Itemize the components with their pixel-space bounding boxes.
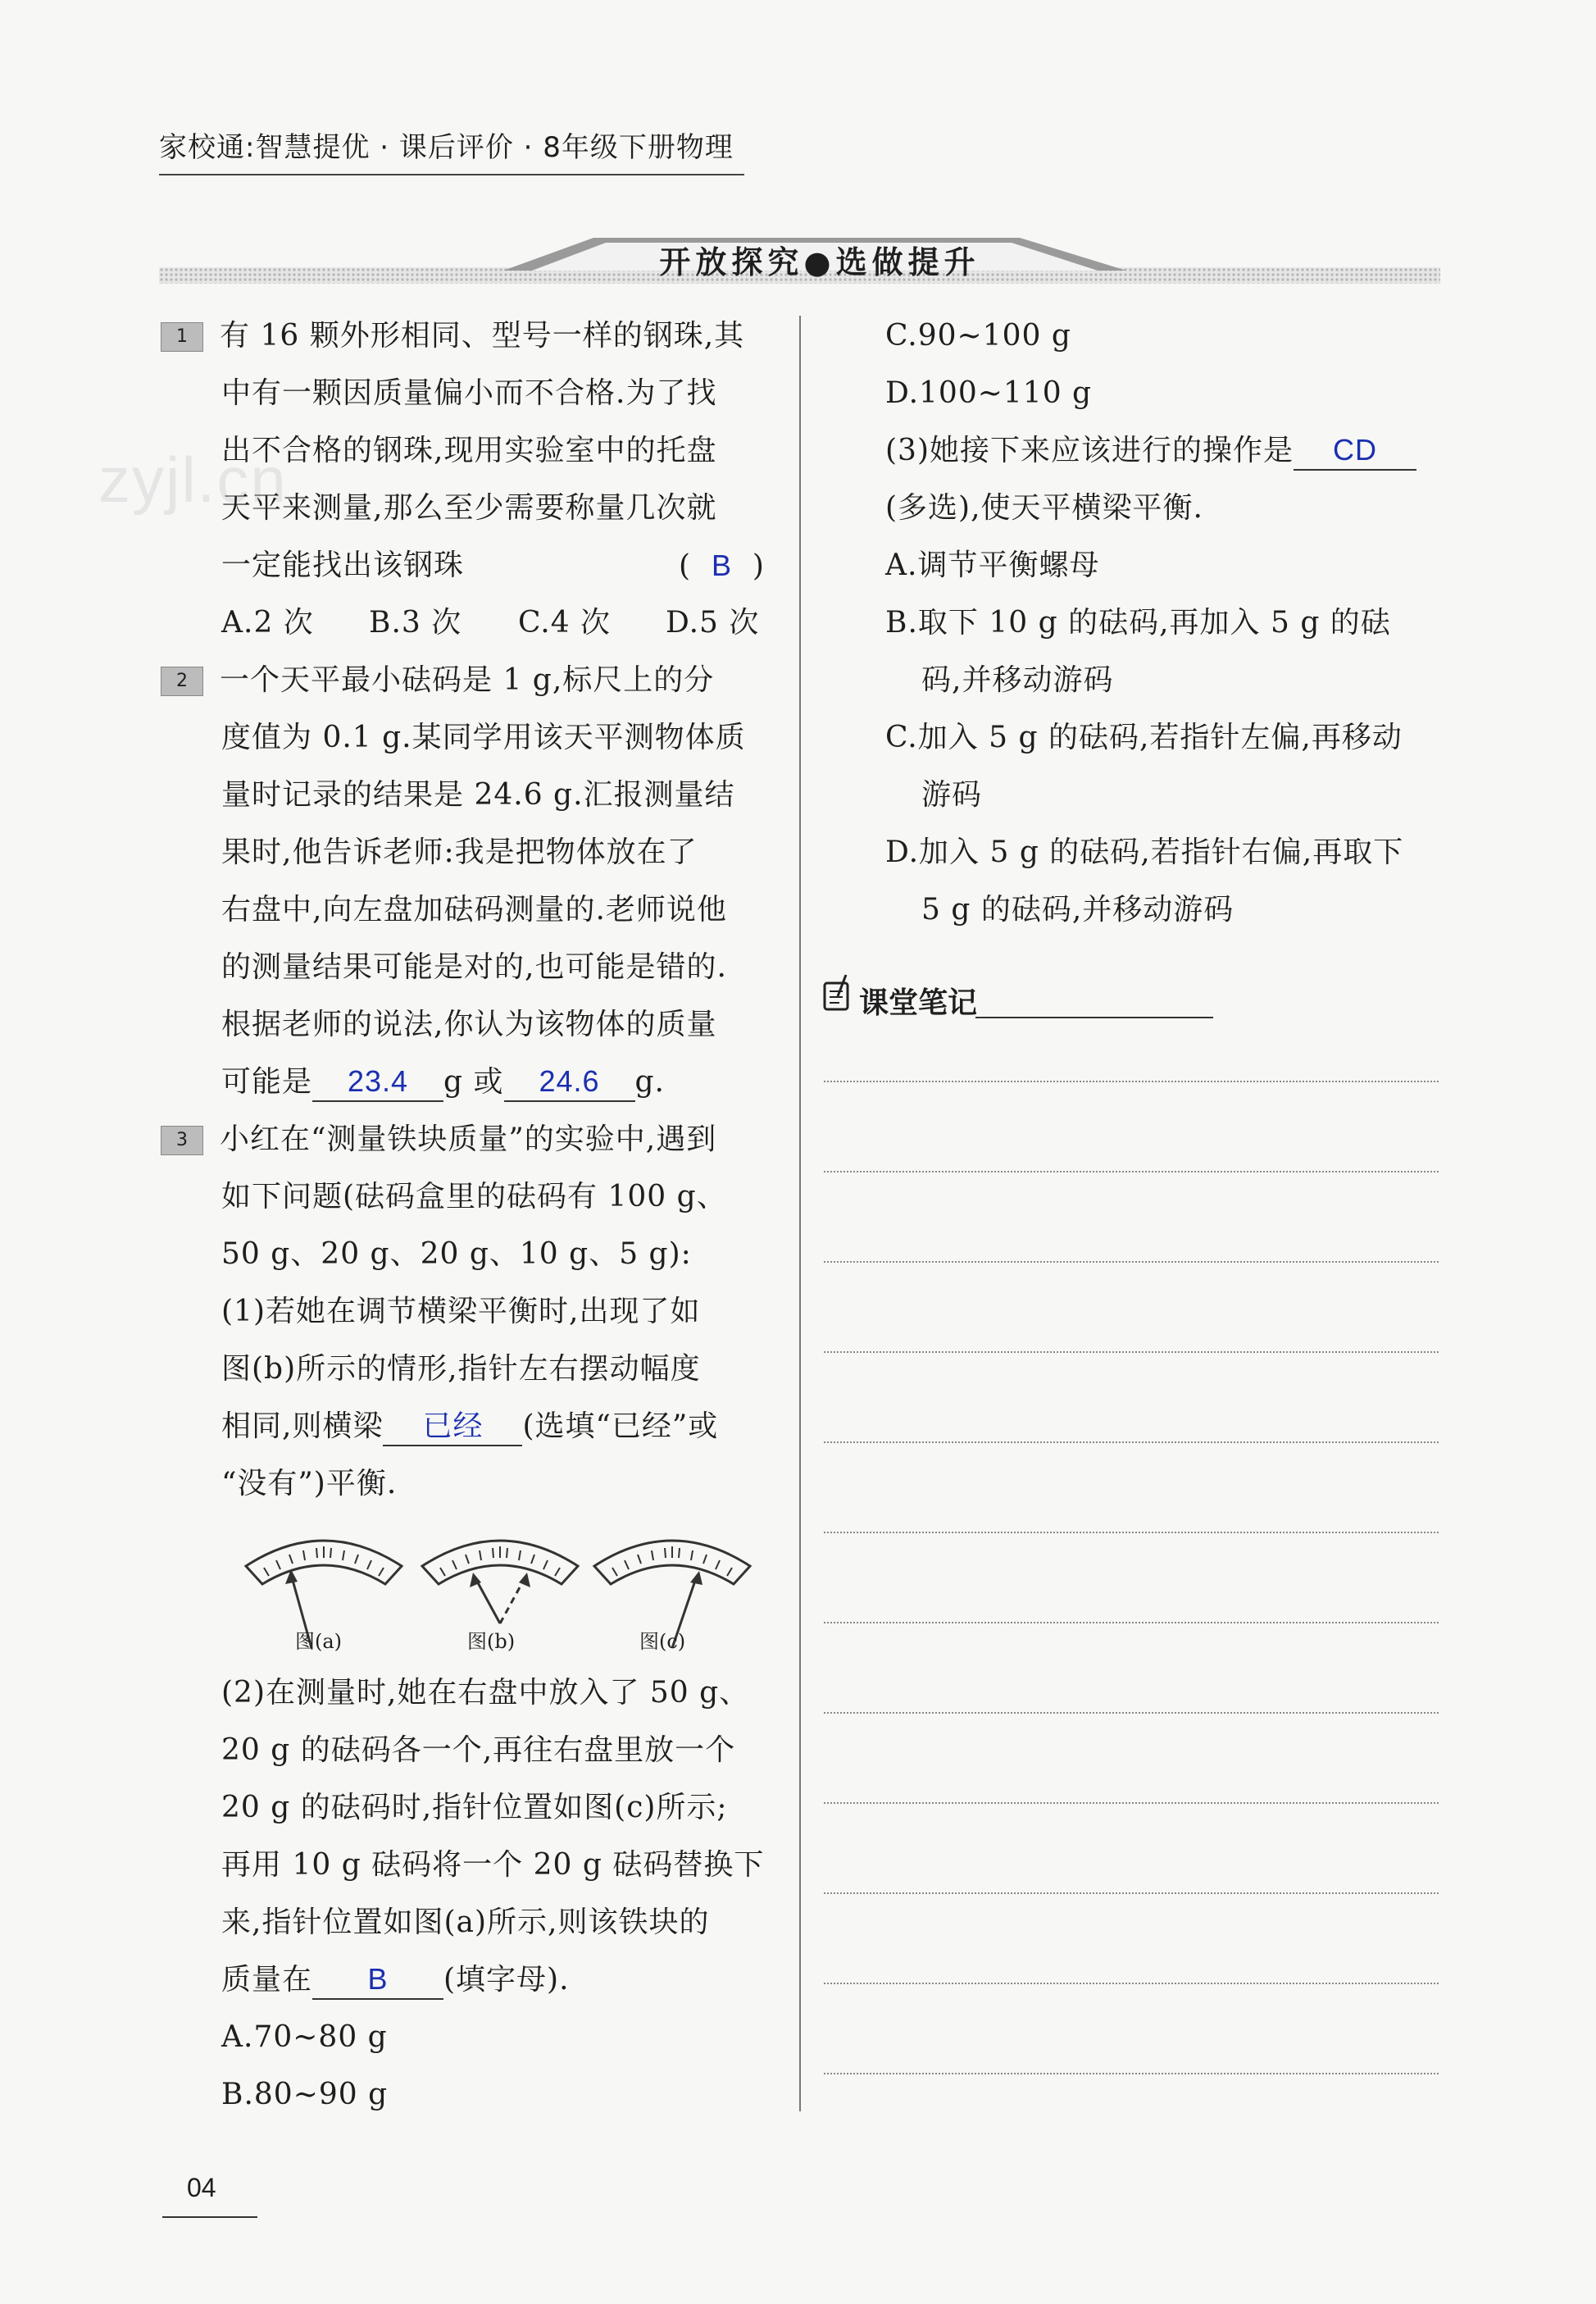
q2-middle: g 或	[443, 1065, 504, 1099]
note-line	[824, 1171, 1439, 1172]
q2-line-7: 根据老师的说法,你认为该物体的质量	[221, 1008, 717, 1041]
q3-line-2: 如下问题(砝码盒里的砝码有 100 g、	[221, 1180, 727, 1213]
q3-p2-prefix: 质量在	[221, 1963, 313, 1997]
note-line	[824, 1441, 1439, 1443]
q3-answer-2: B	[367, 1962, 389, 1996]
note-line	[824, 1622, 1439, 1623]
q1-option-b: B.3 次	[369, 606, 462, 640]
figure-b-caption: 图(b)	[467, 1630, 516, 1653]
note-line	[824, 1712, 1439, 1714]
q1-option-c: C.4 次	[518, 606, 612, 640]
note-line	[824, 1983, 1439, 1984]
page-number: 04	[187, 2173, 216, 2202]
banner-title: 开放探究●选做提升	[659, 244, 980, 280]
q1-line-5: 一定能找出该钢珠	[221, 549, 465, 582]
question-number-2: 2	[161, 667, 203, 696]
notes-title: 课堂笔记	[859, 986, 978, 1020]
q3-p3-prefix: (3)她接下来应该进行的操作是	[885, 434, 1294, 467]
q3-p2-line-4: 再用 10 g 砝码将一个 20 g 砝码替换下	[221, 1848, 765, 1882]
q2-line-5: 右盘中,向左盘加砝码测量的.老师说他	[221, 893, 727, 927]
q1-answer: B	[711, 549, 732, 582]
q3-p2-line-5: 来,指针位置如图(a)所示,则该铁块的	[221, 1906, 710, 1939]
q3-answer-1: 已经	[422, 1409, 484, 1442]
q3-p3-option-d-cont: 5 g 的砝码,并移动游码	[921, 893, 1235, 927]
q2-answer-1: 23.4	[347, 1064, 409, 1098]
q3-p1-prefix: 相同,则横梁	[221, 1409, 384, 1443]
note-line	[824, 1261, 1439, 1263]
question-number-3: 3	[161, 1126, 203, 1155]
note-line	[824, 1802, 1439, 1804]
q3-p2-line-6	[221, 1960, 570, 2001]
q3-option-c: C.90~100 g	[885, 319, 1071, 353]
q2-line-3: 量时记录的结果是 24.6 g.汇报测量结	[221, 778, 735, 812]
q2-line-4: 果时,他告诉老师:我是把物体放在了	[221, 836, 698, 869]
q3-line-5: 图(b)所示的情形,指针左右摆动幅度	[221, 1352, 701, 1386]
q3-p2-suffix: (填字母).	[443, 1963, 570, 1997]
notes-title-rule	[975, 1017, 1213, 1018]
q1-option-a: A.2 次	[221, 606, 314, 640]
q3-p3-option-b-cont: 码,并移动游码	[921, 663, 1114, 697]
q2-blank-2[interactable]	[504, 1063, 635, 1102]
q2-answer-2: 24.6	[539, 1064, 600, 1098]
q3-line-1: 小红在“测量铁块质量”的实验中,遇到	[220, 1122, 717, 1156]
note-line	[824, 1081, 1439, 1082]
q3-p3-line-2: (多选),使天平横梁平衡.	[885, 491, 1203, 525]
q3-answer-3: CD	[1333, 433, 1377, 467]
q3-p3-option-d: D.加入 5 g 的砝码,若指针右偏,再取下	[885, 836, 1404, 869]
q3-line-3: 50 g、20 g、20 g、10 g、5 g):	[221, 1237, 692, 1271]
figure-a-caption: 图(a)	[295, 1630, 343, 1653]
q1-answer-bracket: ( B )	[679, 549, 765, 583]
q3-option-d: D.100~110 g	[885, 376, 1093, 410]
page-number-rule	[162, 2216, 257, 2218]
q2-prefix: 可能是	[221, 1065, 313, 1099]
note-line	[824, 1351, 1439, 1353]
q3-option-b: B.80~90 g	[221, 2078, 389, 2111]
q3-p3-option-b: B.取下 10 g 的砝码,再加入 5 g 的砝	[885, 606, 1391, 640]
q3-option-a: A.70~80 g	[221, 2020, 388, 2054]
q3-p2-line-2: 20 g 的砝码各一个,再往右盘里放一个	[221, 1733, 736, 1767]
q3-line-6	[221, 1406, 718, 1447]
q1-line-4: 天平来测量,那么至少需要称量几次就	[221, 491, 717, 525]
notepad-icon	[821, 972, 861, 1014]
note-line	[824, 2073, 1439, 2074]
q3-blank-2[interactable]	[312, 1961, 443, 2000]
q2-line-6: 的测量结果可能是对的,也可能是错的.	[221, 950, 727, 984]
q2-blank-1[interactable]	[312, 1063, 443, 1102]
figure-b-scale	[422, 1541, 578, 1623]
q2-suffix: g.	[634, 1065, 666, 1099]
q3-p3-line-1	[885, 430, 1416, 471]
q1-line-1: 有 16 颗外形相同、型号一样的钢珠,其	[220, 319, 745, 353]
note-line	[824, 1532, 1439, 1533]
q2-line-2: 度值为 0.1 g.某同学用该天平测物体质	[221, 721, 746, 754]
q3-blank-3[interactable]	[1294, 432, 1416, 471]
figure-c-caption: 图(c)	[639, 1630, 686, 1653]
q3-p3-option-c-cont: 游码	[921, 778, 983, 812]
q2-line-1: 一个天平最小砝码是 1 g,标尺上的分	[220, 663, 715, 697]
q2-line-8	[221, 1062, 665, 1103]
q1-option-d: D.5 次	[666, 606, 760, 640]
q3-line-4: (1)若她在调节横梁平衡时,出现了如	[221, 1295, 701, 1328]
q3-p2-line-3: 20 g 的砝码时,指针位置如图(c)所示;	[221, 1791, 728, 1824]
q3-p2-line-1: (2)在测量时,她在右盘中放入了 50 g、	[221, 1676, 750, 1710]
q3-line-7: “没有”)平衡.	[221, 1467, 398, 1500]
column-divider	[799, 316, 801, 2111]
q3-blank-1[interactable]	[383, 1408, 522, 1446]
header-rule	[159, 174, 744, 175]
q1-line-2: 中有一颗因质量偏小而不合格.为了找	[221, 376, 717, 410]
q3-p3-option-c: C.加入 5 g 的砝码,若指针左偏,再移动	[885, 721, 1403, 754]
note-line	[824, 1892, 1439, 1894]
q1-line-3: 出不合格的钢珠,现用实验室中的托盘	[221, 434, 717, 467]
watermark: zyjl.cn	[98, 444, 288, 516]
q3-p3-option-a: A.调节平衡螺母	[885, 549, 1100, 582]
q3-p1-suffix: (选填“已经”或	[522, 1409, 719, 1443]
question-number-1: 1	[161, 322, 203, 352]
header-title: 家校通:智慧提优 · 课后评价 · 8年级下册物理	[159, 131, 734, 164]
